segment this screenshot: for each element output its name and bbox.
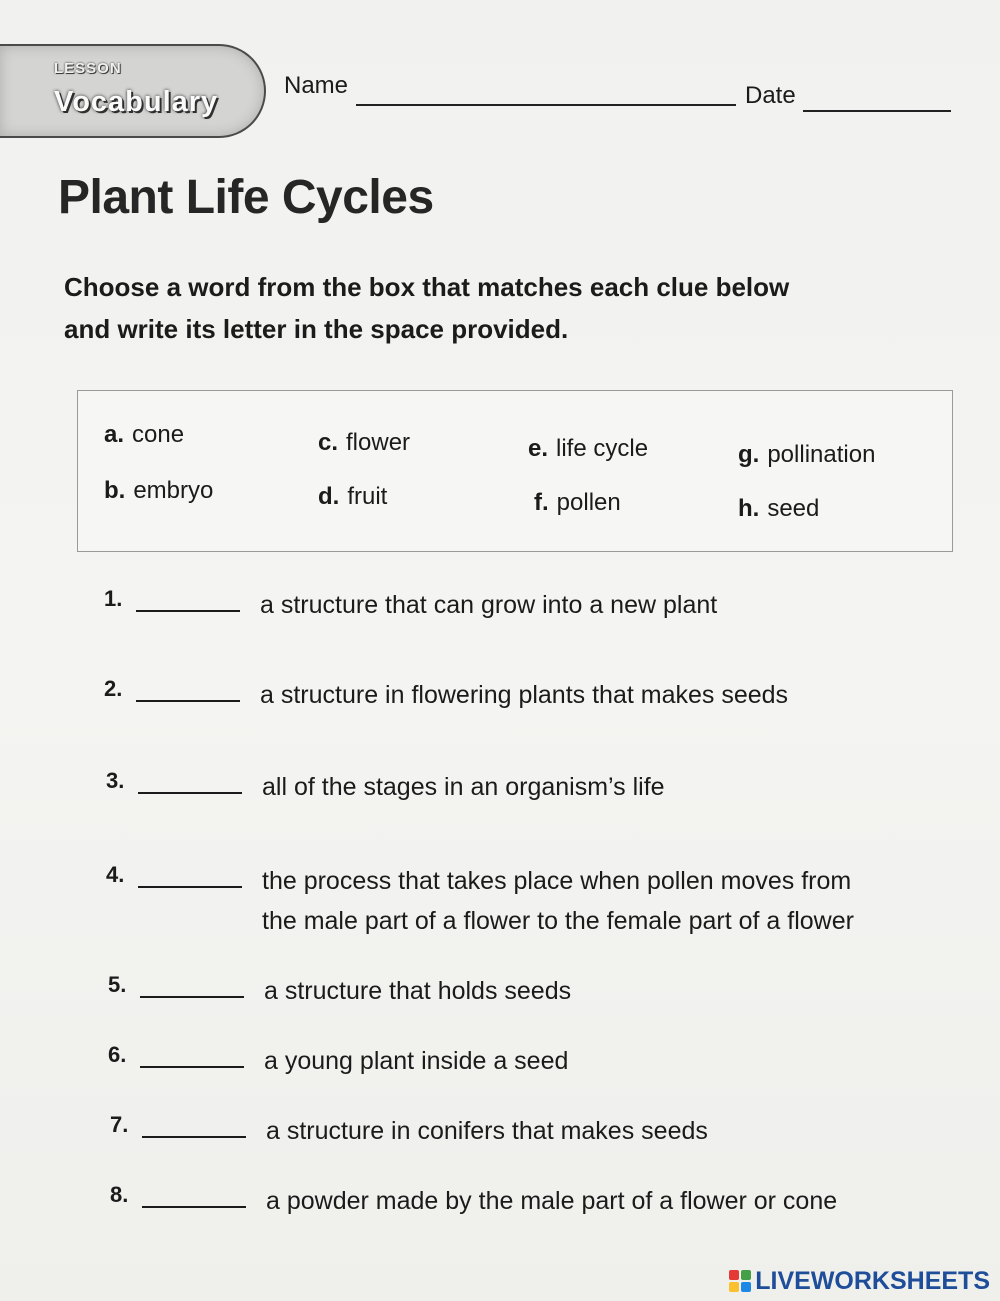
word-letter: d. bbox=[318, 483, 340, 510]
answer-blank[interactable] bbox=[138, 886, 242, 888]
word-text: fruit bbox=[347, 483, 388, 510]
lesson-badge bbox=[0, 44, 266, 138]
word-letter: g. bbox=[738, 441, 760, 468]
badge-vocabulary-label: Vocabulary bbox=[54, 86, 219, 118]
clue-text: a structure in conifers that makes seeds bbox=[266, 1117, 708, 1145]
clue-text: a structure in flowering plants that makes seeds bbox=[260, 681, 789, 709]
answer-blank[interactable] bbox=[140, 996, 244, 998]
clue-number: 4. bbox=[106, 862, 125, 887]
clue-text: all of the stages in an organism’s life bbox=[262, 773, 665, 801]
name-input-line[interactable] bbox=[356, 104, 736, 106]
clue-text: a powder made by the male part of a flower or cone bbox=[266, 1187, 838, 1215]
clue-number: 6. bbox=[108, 1042, 127, 1067]
word-text: embryo bbox=[133, 477, 214, 504]
word-letter: c. bbox=[318, 429, 339, 456]
word-text: life cycle bbox=[556, 435, 649, 462]
liveworksheets-logo-icon bbox=[729, 1270, 751, 1292]
word-box-item bbox=[738, 495, 819, 523]
answer-blank[interactable] bbox=[138, 792, 242, 794]
date-input-line[interactable] bbox=[803, 110, 951, 112]
word-text: pollination bbox=[767, 441, 876, 468]
word-box-item bbox=[534, 489, 621, 517]
answer-blank[interactable] bbox=[142, 1136, 246, 1138]
clue-number: 3. bbox=[106, 768, 125, 793]
word-text: cone bbox=[132, 421, 185, 448]
clue-text: a structure that can grow into a new plant bbox=[260, 591, 718, 619]
word-box-item bbox=[318, 483, 387, 511]
name-label: Name bbox=[284, 72, 349, 99]
answer-blank[interactable] bbox=[142, 1206, 246, 1208]
instructions: Choose a word from the box that matches each clue below and write its letter in the space provided. bbox=[64, 272, 790, 344]
word-box-item bbox=[104, 477, 213, 505]
word-text: seed bbox=[767, 495, 820, 522]
clue-number: 1. bbox=[104, 586, 123, 611]
answer-blank[interactable] bbox=[136, 610, 240, 612]
clue-number: 8. bbox=[110, 1182, 129, 1207]
liveworksheets-footer bbox=[729, 1267, 990, 1295]
clue-number: 2. bbox=[104, 676, 123, 701]
word-text: pollen bbox=[556, 489, 621, 516]
logo-square bbox=[741, 1282, 751, 1292]
word-box-item bbox=[528, 435, 648, 463]
answer-blank[interactable] bbox=[140, 1066, 244, 1068]
clue-text-continued: the male part of a flower to the female part of a flower bbox=[262, 907, 854, 935]
clue-number: 5. bbox=[108, 972, 127, 997]
word-letter: f. bbox=[534, 489, 549, 516]
word-box-item bbox=[318, 429, 410, 457]
clue-text: the process that takes place when pollen moves from bbox=[262, 867, 852, 895]
logo-square bbox=[729, 1270, 739, 1280]
word-letter: h. bbox=[738, 495, 760, 522]
date-label: Date bbox=[745, 82, 796, 109]
badge-lesson-label: LESSON bbox=[54, 60, 122, 77]
word-box bbox=[77, 390, 953, 552]
page-title: Plant Life Cycles bbox=[58, 171, 434, 224]
word-text: flower bbox=[346, 429, 411, 456]
logo-square bbox=[729, 1282, 739, 1292]
word-letter: b. bbox=[104, 477, 126, 504]
word-letter: a. bbox=[104, 421, 125, 448]
clue-text: a structure that holds seeds bbox=[264, 977, 572, 1005]
word-letter: e. bbox=[528, 435, 549, 462]
answer-blank[interactable] bbox=[136, 700, 240, 702]
logo-square bbox=[741, 1270, 751, 1280]
word-box-item bbox=[104, 421, 184, 449]
liveworksheets-brand: LIVEWORKSHEETS bbox=[755, 1266, 990, 1295]
clue-text: a young plant inside a seed bbox=[264, 1047, 569, 1075]
word-box-item bbox=[738, 441, 875, 469]
clue-number: 7. bbox=[110, 1112, 129, 1137]
